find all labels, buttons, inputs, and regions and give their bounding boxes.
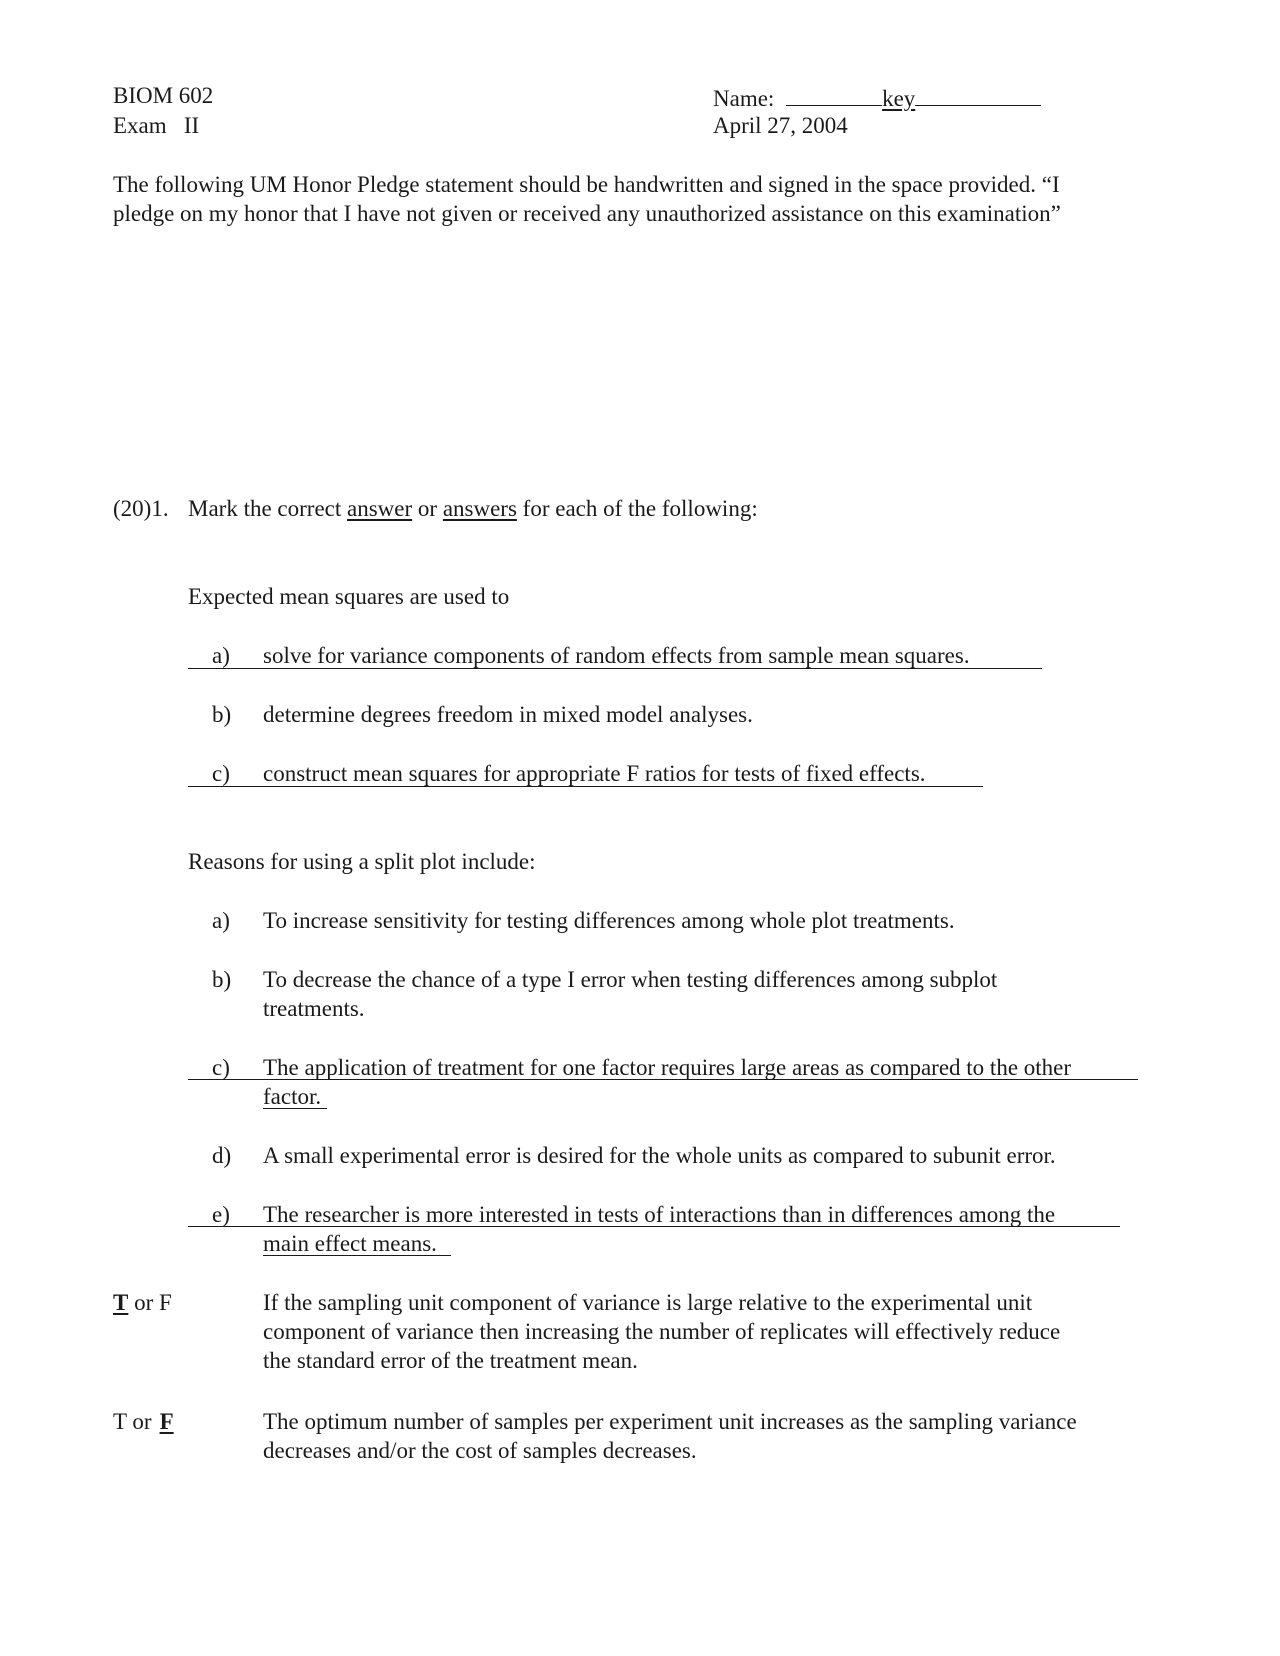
splitplot-option-d-text: A small experimental error is desired for the whole units as compared to subunit error. — [263, 1143, 1056, 1168]
name-blank-right — [915, 83, 1041, 106]
tf-2-true: T — [113, 1409, 127, 1434]
question-1-prompt — [188, 496, 758, 522]
tf-1-line-3: the standard error of the treatment mean. — [263, 1348, 638, 1373]
name-field — [713, 83, 1041, 112]
ems-stem: Expected mean squares are used to — [188, 584, 510, 609]
exam-date: April 27, 2004 — [713, 113, 848, 138]
tf-1-line-1: If the sampling unit component of variance is large relative to the experimental unit — [263, 1290, 1033, 1315]
splitplot-option-a-letter: a) — [212, 908, 230, 933]
tf-2-or: or — [126, 1409, 152, 1434]
ems-option-c-text: construct mean squares for appropriate F ratios for tests of fixed effects. — [263, 761, 926, 786]
prompt-answer: answer — [347, 496, 413, 521]
tf-1-false: F — [159, 1290, 172, 1315]
pledge-line-2: pledge on my honor that I have not given or received any unauthorized assistance on this examination” — [113, 201, 1061, 226]
tf-2-choice — [113, 1409, 188, 1435]
splitplot-stem: Reasons for using a split plot include: — [188, 849, 536, 874]
exam-title: Exam II — [113, 113, 200, 138]
tf-1-line-2: component of variance then increasing the number of replicates will effectively reduce — [263, 1319, 1061, 1344]
ems-option-a-letter: a) — [212, 643, 230, 668]
splitplot-option-b-letter: b) — [212, 967, 232, 992]
tf-2-line-1: The optimum number of samples per experiment unit increases as the sampling variance — [263, 1409, 1077, 1434]
name-value: key — [882, 86, 916, 111]
tf-1-or: or — [128, 1290, 160, 1315]
tf-2-line-2: decreases and/or the cost of samples decreases. — [263, 1438, 697, 1463]
tf-1-choice — [113, 1290, 172, 1316]
splitplot-option-e-letter: e) — [212, 1202, 230, 1227]
splitplot-option-c-letter: c) — [212, 1055, 230, 1080]
tf-1-true: T — [113, 1290, 129, 1315]
splitplot-option-a-text: To increase sensitivity for testing differences among whole plot treatments. — [263, 908, 955, 933]
splitplot-option-c-line-2: factor. — [263, 1084, 322, 1109]
splitplot-option-d-letter: d) — [212, 1143, 232, 1168]
question-1-number: (20)1. — [113, 496, 169, 521]
name-label: Name: — [713, 86, 775, 111]
ems-option-b-text: determine degrees freedom in mixed model analyses. — [263, 702, 753, 727]
splitplot-option-e-line-1: The researcher is more interested in tests of interactions than in differences among the — [263, 1202, 1056, 1227]
prompt-or: or — [417, 496, 438, 521]
tf-2-false: F — [159, 1409, 174, 1434]
splitplot-option-b-line-1: To decrease the chance of a type I error when testing differences among subplot — [263, 967, 998, 992]
prompt-text: Mark the correct — [188, 496, 342, 521]
ems-option-c-letter: c) — [212, 761, 230, 786]
splitplot-option-e-line-2: main effect means. — [263, 1231, 437, 1256]
splitplot-option-c-line-1: The application of treatment for one factor requires large areas as compared to the other — [263, 1055, 1072, 1080]
pledge-line-1: The following UM Honor Pledge statement should be handwritten and signed in the space provided. “I — [113, 172, 1060, 197]
ems-option-a-text: solve for variance components of random effects from sample mean squares. — [263, 643, 970, 668]
name-blank-left — [786, 83, 882, 106]
splitplot-option-b-line-2: treatments. — [263, 996, 365, 1021]
course-code: BIOM 602 — [113, 83, 214, 108]
prompt-answers: answers — [442, 496, 517, 521]
prompt-tail: for each of the following: — [522, 496, 758, 521]
ems-option-b-letter: b) — [212, 702, 232, 727]
